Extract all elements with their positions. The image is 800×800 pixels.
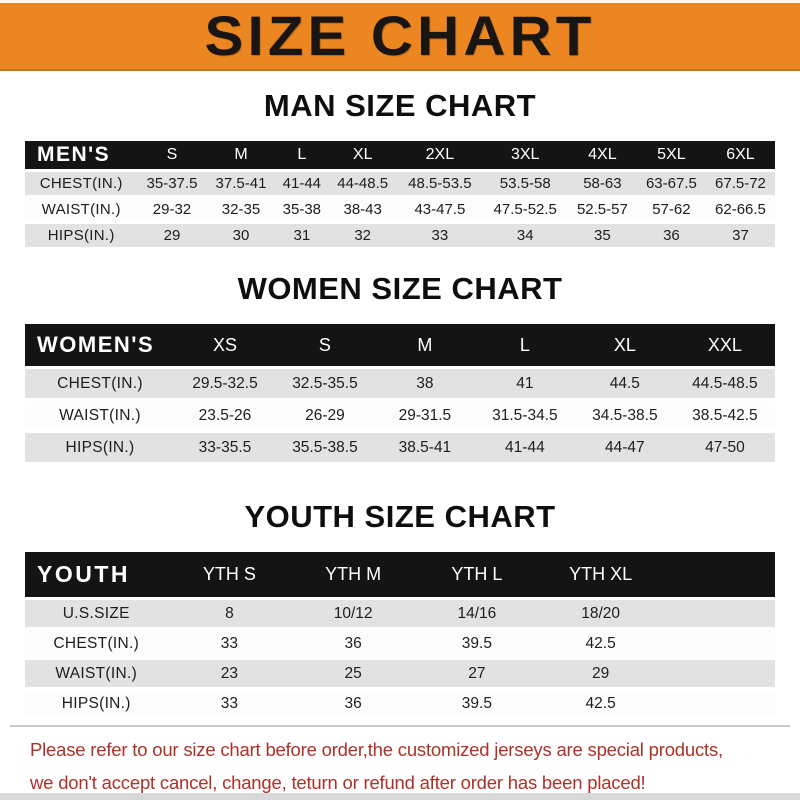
measurement-value: 52.5-57	[568, 198, 637, 221]
measurement-label: HIPS(IN.)	[25, 690, 168, 717]
notice-line-1: Please refer to our size chart before order,the customized jerseys are special products,	[30, 739, 723, 760]
measurement-value: 31.5-34.5	[475, 401, 575, 430]
filler-cell	[663, 600, 776, 627]
measurement-value: 48.5-53.5	[397, 172, 482, 195]
banner	[0, 0, 800, 71]
size-column-header: XL	[328, 141, 397, 169]
measurement-value: 26-29	[275, 401, 375, 430]
measurement-value: 33	[168, 690, 292, 717]
measurement-value: 30	[206, 224, 275, 247]
measurement-value: 38.5-42.5	[675, 401, 775, 430]
size-column-header: L	[475, 324, 575, 366]
bottom-strip	[0, 793, 800, 800]
measurement-value: 32.5-35.5	[275, 369, 375, 398]
measurement-label: HIPS(IN.)	[25, 433, 175, 462]
banner-title: SIZE CHART	[204, 4, 596, 67]
size-column-header: M	[375, 324, 475, 366]
measurement-value: 36	[291, 690, 415, 717]
measurement-value: 34.5-38.5	[575, 401, 675, 430]
measurement-value: 63-67.5	[637, 172, 706, 195]
measurement-value: 37	[706, 224, 775, 247]
measurement-value: 35	[568, 224, 637, 247]
measurement-value: 53.5-58	[483, 172, 568, 195]
measurement-row	[25, 224, 775, 247]
measurement-label: WAIST(IN.)	[25, 660, 168, 687]
measurement-value: 38.5-41	[375, 433, 475, 462]
section-title-men: MAN SIZE CHART	[263, 88, 537, 123]
footer-notice	[10, 725, 790, 799]
measurement-value: 23.5-26	[175, 401, 275, 430]
measurement-row	[25, 630, 775, 657]
size-column-header: 4XL	[568, 141, 637, 169]
measurement-value: 41-44	[276, 172, 329, 195]
size-column-header: XS	[175, 324, 275, 366]
measurement-value: 38-43	[328, 198, 397, 221]
measurement-value: 38	[375, 369, 475, 398]
women-size-table	[25, 321, 775, 465]
table-corner-label: WOMEN'S	[25, 324, 175, 366]
size-column-header: S	[137, 141, 206, 169]
measurement-row	[25, 690, 775, 717]
measurement-label: U.S.SIZE	[25, 600, 168, 627]
measurement-value: 29-32	[137, 198, 206, 221]
section-title-women: WOMEN SIZE CHART	[237, 271, 563, 306]
measurement-row	[25, 401, 775, 430]
measurement-label: HIPS(IN.)	[25, 224, 137, 247]
measurement-row	[25, 433, 775, 462]
measurement-value: 33	[397, 224, 482, 247]
size-column-header: 2XL	[397, 141, 482, 169]
measurement-value: 67.5-72	[706, 172, 775, 195]
measurement-value: 36	[637, 224, 706, 247]
measurement-value: 43-47.5	[397, 198, 482, 221]
measurement-value: 39.5	[415, 690, 539, 717]
measurement-value: 44.5-48.5	[675, 369, 775, 398]
table-corner-label: MEN'S	[25, 141, 137, 169]
measurement-value: 18/20	[539, 600, 663, 627]
men-size-table	[25, 138, 775, 250]
measurement-label: WAIST(IN.)	[25, 401, 175, 430]
measurement-label: CHEST(IN.)	[25, 369, 175, 398]
measurement-label: CHEST(IN.)	[25, 172, 137, 195]
measurement-value: 32-35	[206, 198, 275, 221]
measurement-value: 29	[539, 660, 663, 687]
measurement-value: 41	[475, 369, 575, 398]
measurement-value: 35.5-38.5	[275, 433, 375, 462]
measurement-value: 41-44	[475, 433, 575, 462]
size-column-header: YTH XL	[539, 552, 663, 597]
measurement-value: 47-50	[675, 433, 775, 462]
size-column-header: XL	[575, 324, 675, 366]
youth-size-table	[25, 549, 775, 720]
measurement-label: WAIST(IN.)	[25, 198, 137, 221]
filler-cell	[663, 552, 776, 597]
measurement-value: 29	[137, 224, 206, 247]
measurement-value: 25	[291, 660, 415, 687]
section-title-youth: YOUTH SIZE CHART	[244, 499, 556, 534]
size-column-header: 5XL	[637, 141, 706, 169]
measurement-value: 37.5-41	[206, 172, 275, 195]
notice-line-2: we don't accept cancel, change, teturn or refund after order has been placed!	[30, 772, 646, 793]
measurement-value: 34	[483, 224, 568, 247]
measurement-value: 33	[168, 630, 292, 657]
measurement-value: 8	[168, 600, 292, 627]
measurement-value: 35-38	[276, 198, 329, 221]
measurement-value: 44-47	[575, 433, 675, 462]
size-header-row	[25, 324, 775, 366]
measurement-value: 35-37.5	[137, 172, 206, 195]
size-header-row	[25, 552, 775, 597]
measurement-value: 39.5	[415, 630, 539, 657]
size-column-header: YTH L	[415, 552, 539, 597]
section-youth	[0, 499, 800, 720]
measurement-value: 44-48.5	[328, 172, 397, 195]
measurement-value: 42.5	[539, 690, 663, 717]
measurement-row	[25, 369, 775, 398]
measurement-value: 31	[276, 224, 329, 247]
measurement-value: 44.5	[575, 369, 675, 398]
measurement-value: 29.5-32.5	[175, 369, 275, 398]
size-column-header: M	[206, 141, 275, 169]
measurement-value: 47.5-52.5	[483, 198, 568, 221]
measurement-value: 36	[291, 630, 415, 657]
filler-cell	[663, 690, 776, 717]
content	[0, 88, 800, 720]
size-column-header: 3XL	[483, 141, 568, 169]
size-header-row	[25, 141, 775, 169]
measurement-row	[25, 660, 775, 687]
measurement-value: 57-62	[637, 198, 706, 221]
measurement-value: 14/16	[415, 600, 539, 627]
measurement-row	[25, 198, 775, 221]
size-column-header: 6XL	[706, 141, 775, 169]
measurement-value: 23	[168, 660, 292, 687]
measurement-value: 42.5	[539, 630, 663, 657]
measurement-value: 10/12	[291, 600, 415, 627]
measurement-value: 33-35.5	[175, 433, 275, 462]
size-column-header: S	[275, 324, 375, 366]
table-corner-label: YOUTH	[25, 552, 168, 597]
measurement-value: 29-31.5	[375, 401, 475, 430]
measurement-label: CHEST(IN.)	[25, 630, 168, 657]
section-men	[0, 88, 800, 250]
measurement-value: 27	[415, 660, 539, 687]
size-column-header: L	[276, 141, 329, 169]
measurement-row	[25, 600, 775, 627]
size-column-header: YTH M	[291, 552, 415, 597]
measurement-value: 32	[328, 224, 397, 247]
size-column-header: XXL	[675, 324, 775, 366]
filler-cell	[663, 630, 776, 657]
measurement-value: 62-66.5	[706, 198, 775, 221]
measurement-value: 58-63	[568, 172, 637, 195]
size-column-header: YTH S	[168, 552, 292, 597]
measurement-row	[25, 172, 775, 195]
filler-cell	[663, 660, 776, 687]
section-women	[0, 271, 800, 465]
